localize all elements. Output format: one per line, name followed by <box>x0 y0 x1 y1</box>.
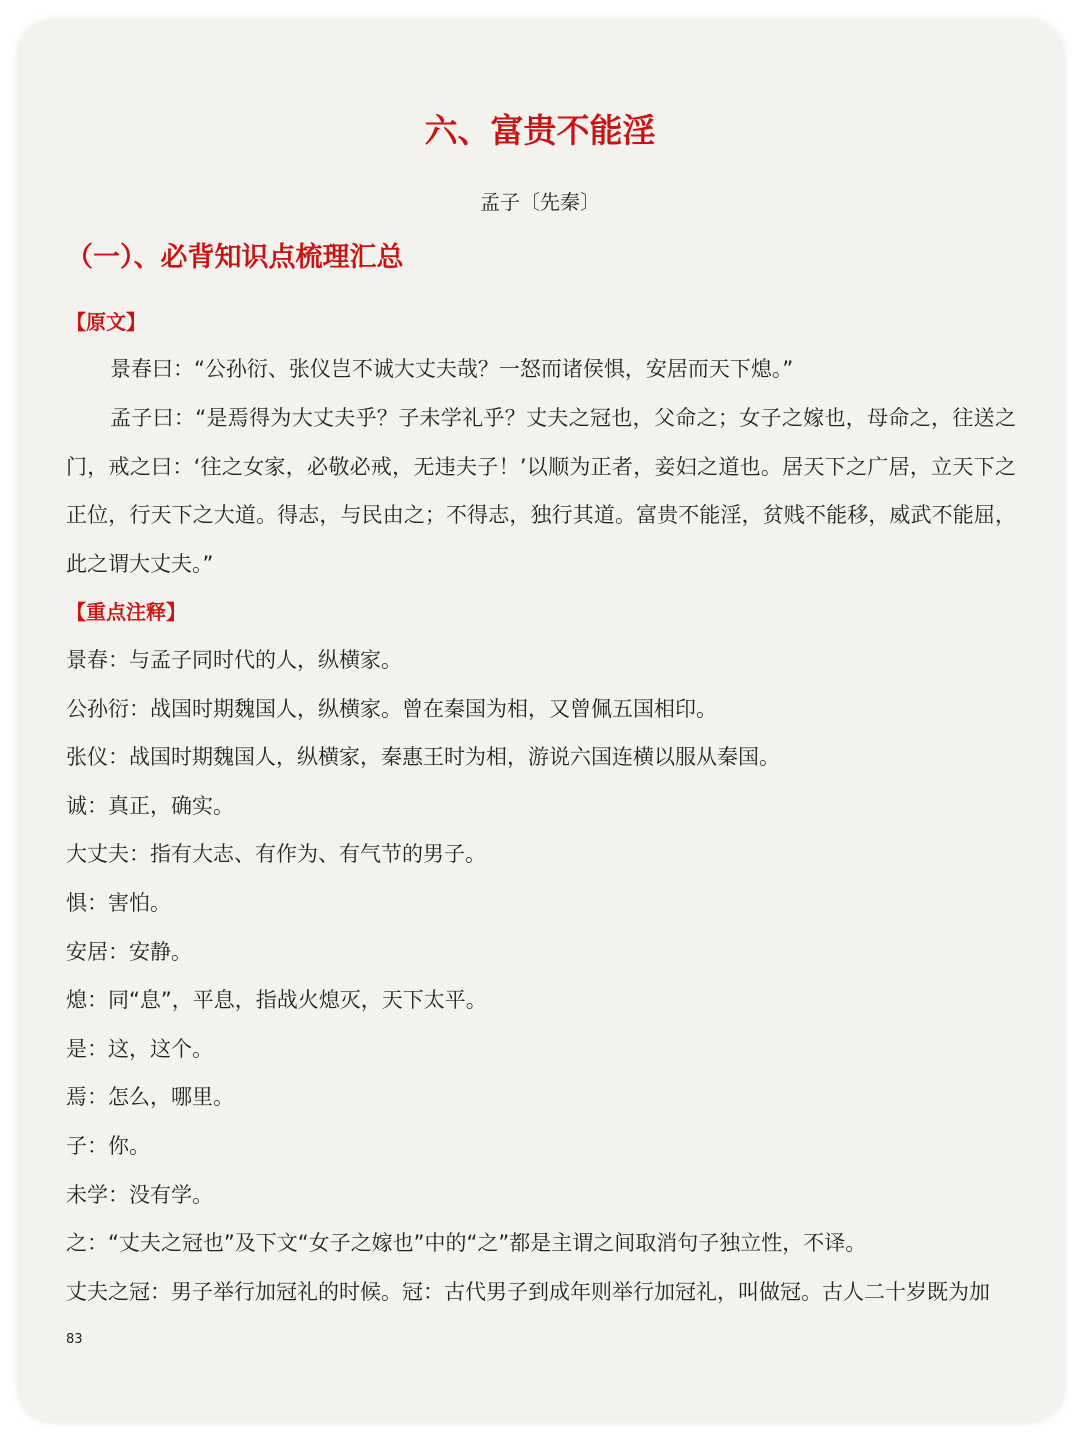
note-item: 熄：同“息”，平息，指战火熄灭，天下太平。 <box>66 988 487 1013</box>
note-item: 景春：与孟子同时代的人，纵横家。 <box>66 648 402 672</box>
original-paragraph-2: 孟子曰：“是焉得为大丈夫乎？子未学礼乎？丈夫之冠也，父命之；女子之嫁也，母命之，往送之门，戒之曰：‘往之女家，必敬必戒，无违夫子！’以顺为正者，妾妇之道也。居天下之广居，立天下之正位，行天下之大道。得志，与民由之；不得志，独行其道。富贵不能淫，贫贱不能移，威武不能屈，此之谓大丈夫。” <box>66 406 1016 576</box>
note-item: 焉：怎么，哪里。 <box>66 1085 234 1110</box>
note-item: 诚：真正，确实。 <box>66 793 234 818</box>
note-item: 安居：安静。 <box>66 939 192 964</box>
note-item: 丈夫之冠：男子举行加冠礼的时候。冠：古代男子到成年则举行加冠礼，叫做冠。古人二十岁既为加 <box>66 1279 990 1304</box>
note-item: 惧：害怕。 <box>66 890 171 915</box>
note-item: 大丈夫：指有大志、有作为、有气节的男子。 <box>66 842 486 867</box>
note-item: 子：你。 <box>66 1133 150 1158</box>
note-item: 之：“丈夫之冠也”及下文“女子之嫁也”中的“之”都是主谓之间取消句子独立性，不译。 <box>66 1231 867 1256</box>
note-item: 张仪：战国时期魏国人，纵横家，秦惠王时为相，游说六国连横以服从秦国。 <box>66 745 780 770</box>
original-text-label: 【原文】 <box>66 310 146 334</box>
note-item: 公孙衍：战国时期魏国人，纵横家。曾在秦国为相，又曾佩五国相印。 <box>66 696 717 721</box>
author-line: 孟子〔先秦〕 <box>480 190 600 214</box>
note-item: 是：这，这个。 <box>66 1036 213 1061</box>
notes-label: 【重点注释】 <box>66 600 186 624</box>
original-paragraph-1: 景春曰：“公孙衍、张仪岂不诚大丈夫哉？一怒而诸侯惧，安居而天下熄。” <box>110 357 794 381</box>
section-heading: （一）、必背知识点梳理汇总 <box>66 242 404 273</box>
page-title: 六、富贵不能淫 <box>424 111 656 150</box>
notes-list <box>66 636 1026 1316</box>
page-number: 83 <box>66 1332 83 1347</box>
note-item: 未学：没有学。 <box>66 1182 213 1207</box>
